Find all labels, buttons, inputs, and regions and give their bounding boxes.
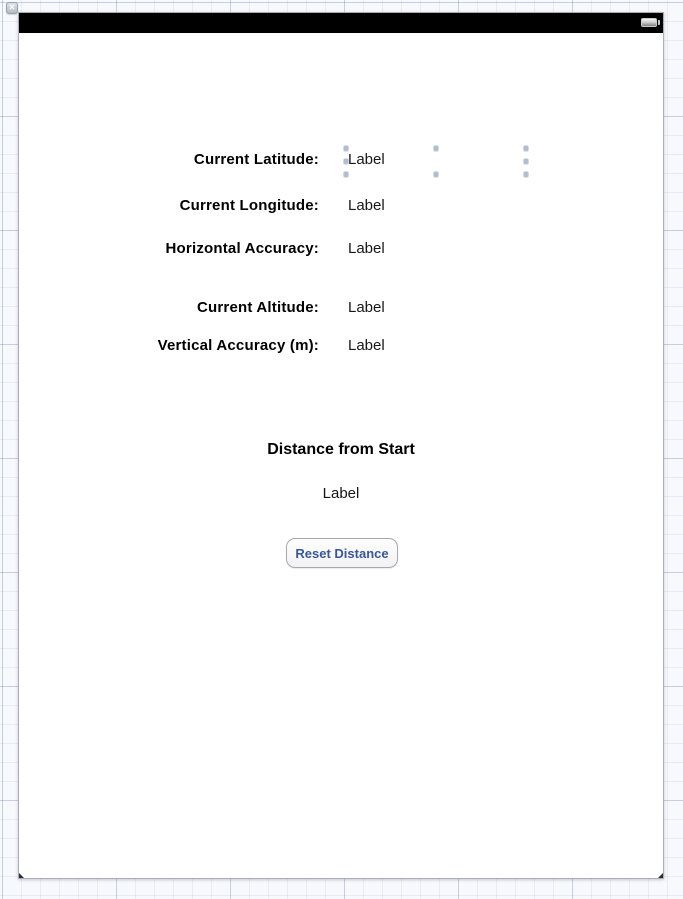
field-row-altitude bbox=[19, 295, 663, 321]
field-row-horizontal-accuracy bbox=[19, 236, 663, 262]
selection-handle-bottom-left[interactable] bbox=[344, 172, 349, 177]
view-controller-canvas[interactable] bbox=[18, 12, 664, 879]
horizontal-accuracy-value-label[interactable]: Label bbox=[348, 240, 385, 257]
distance-value-label[interactable]: Label bbox=[322, 485, 360, 502]
longitude-label: Current Longitude: bbox=[179, 197, 319, 214]
selection-handle-bottom-right[interactable] bbox=[524, 172, 529, 177]
selection-handle-bottom-middle[interactable] bbox=[434, 172, 439, 177]
altitude-value-label[interactable]: Label bbox=[348, 299, 385, 316]
field-row-vertical-accuracy bbox=[19, 333, 663, 359]
horizontal-accuracy-label: Horizontal Accuracy: bbox=[165, 240, 319, 257]
selection-handle-top-middle[interactable] bbox=[434, 146, 439, 151]
field-row-longitude bbox=[19, 193, 663, 219]
battery-icon bbox=[641, 18, 657, 27]
selection-handle-top-right[interactable] bbox=[524, 146, 529, 151]
latitude-label: Current Latitude: bbox=[193, 151, 319, 168]
selection-handle-middle-left[interactable] bbox=[344, 159, 349, 164]
latitude-value-label[interactable]: Label bbox=[348, 151, 385, 168]
vertical-accuracy-value-label[interactable]: Label bbox=[348, 337, 385, 354]
selection-handle-middle-right[interactable] bbox=[524, 159, 529, 164]
distance-from-start-title: Distance from Start bbox=[267, 441, 415, 458]
vertical-accuracy-label: Vertical Accuracy (m): bbox=[157, 337, 319, 354]
longitude-value-label[interactable]: Label bbox=[348, 197, 385, 214]
resize-corner-bottom-left[interactable] bbox=[19, 873, 24, 878]
altitude-label: Current Altitude: bbox=[196, 299, 319, 316]
canvas-corner-close-icon[interactable]: ✕ bbox=[6, 2, 18, 14]
status-bar bbox=[19, 13, 663, 33]
resize-corner-bottom-right[interactable] bbox=[658, 873, 663, 878]
selection-handle-top-left[interactable] bbox=[344, 146, 349, 151]
field-row-latitude bbox=[19, 147, 663, 173]
reset-distance-button[interactable]: Reset Distance bbox=[286, 538, 398, 568]
